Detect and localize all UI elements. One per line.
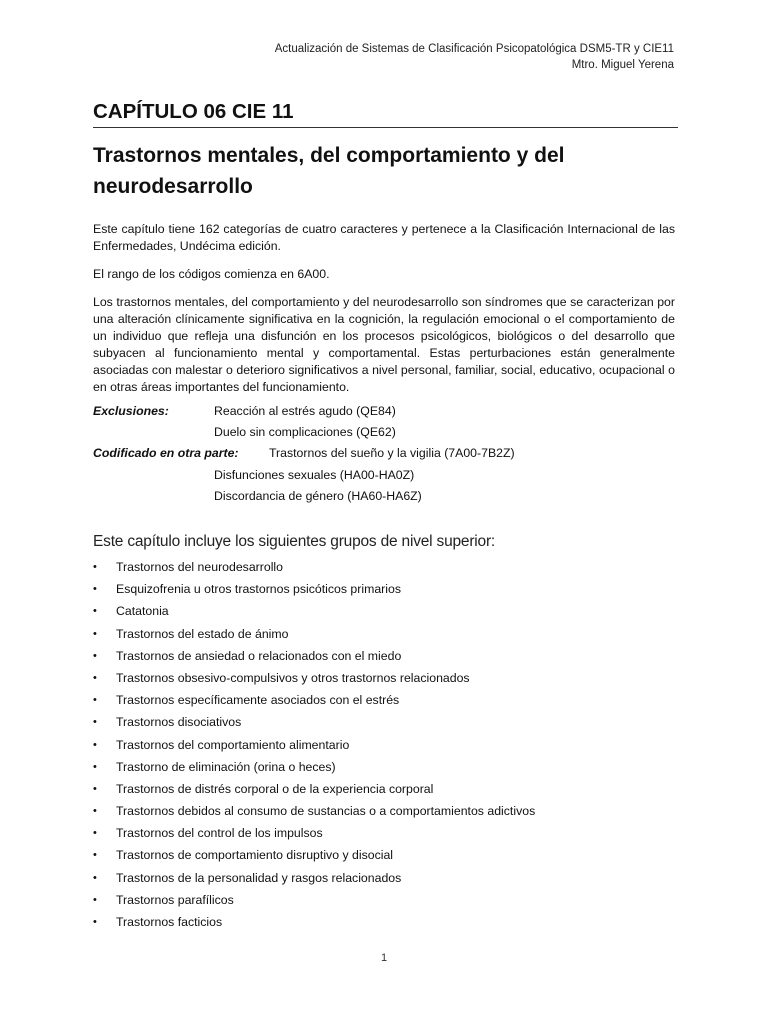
list-item <box>93 734 535 756</box>
group-label: Trastornos del control de los impulsos <box>116 826 323 841</box>
coded-elsewhere-item: Discordancia de género (HA60-HA6Z) <box>214 489 422 503</box>
bullet-icon: • <box>93 760 97 773</box>
bullet-icon: • <box>93 871 97 884</box>
bullet-icon: • <box>93 583 97 596</box>
group-label: Trastornos debidos al consumo de sustancias o a comportamientos adictivos <box>116 804 536 819</box>
bullet-icon: • <box>93 561 97 573</box>
intro-paragraph: Este capítulo tiene 162 categorías de cuatro caracteres y pertenece a la Clasificación Internacional de las Enfermedades, Undécima edición. <box>93 222 675 253</box>
list-item <box>93 844 535 866</box>
code-range-paragraph: El rango de los códigos comienza en 6A00. <box>93 267 330 281</box>
group-label: Catatonia <box>116 604 169 619</box>
bullet-icon: • <box>93 805 97 818</box>
header-course-title: Actualización de Sistemas de Clasificación Psicopatológica DSM5-TR y CIE11 <box>274 43 674 55</box>
group-label: Trastorno de eliminación (orina o heces) <box>116 759 336 774</box>
list-item <box>93 600 535 622</box>
coded-elsewhere-item: Trastornos del sueño y la vigilia (7A00-7B2Z) <box>269 446 515 460</box>
list-item <box>93 889 535 911</box>
running-header <box>275 41 674 73</box>
group-label: Trastornos específicamente asociados con el estrés <box>116 693 400 708</box>
bullet-icon: • <box>93 649 97 662</box>
bullet-icon: • <box>93 893 97 906</box>
list-item <box>93 623 535 645</box>
definition-paragraph: Los trastornos mentales, del comportamiento y del neurodesarrollo son síndromes que se caracterizan por una alteración clínicamente significativa en la cognición, la regulación emocional o el comportamiento de un individuo que refleja una disfunción en los procesos psicológicos, biológicos o del desarrollo que subyacen al funcionamiento mental y comportamental. Estas perturbaciones están generalmente asociadas con malestar o deterioro significativos a nivel personal, familiar, social, educativo, ocupacional o en otras áreas importantes del funcionamiento. <box>93 295 675 394</box>
list-item <box>93 800 535 822</box>
bullet-icon: • <box>93 716 97 729</box>
groups-intro: Este capítulo incluye los siguientes grupos de nivel superior: <box>93 533 496 550</box>
list-item <box>93 778 535 800</box>
bullet-icon: • <box>93 671 97 684</box>
group-label: Trastornos obsesivo-compulsivos y otros trastornos relacionados <box>116 670 470 685</box>
coded-elsewhere-item: Disfunciones sexuales (HA00-HA0Z) <box>214 468 415 482</box>
group-label: Trastornos de la personalidad y rasgos relacionados <box>116 870 402 885</box>
group-label: Trastornos del comportamiento alimentario <box>116 737 350 752</box>
list-item <box>93 667 535 689</box>
chapter-heading: CAPÍTULO 06 CIE 11 <box>93 100 678 128</box>
chapter-title: Trastornos mentales, del comportamiento y del neurodesarrollo <box>93 144 565 198</box>
list-item <box>93 756 535 778</box>
bullet-icon: • <box>93 738 97 751</box>
list-item <box>93 689 535 711</box>
exclusions-label: Exclusiones: <box>93 404 169 418</box>
group-label: Trastornos facticios <box>116 915 223 929</box>
list-item <box>93 911 535 933</box>
list-item <box>93 645 535 667</box>
list-item <box>93 578 535 600</box>
group-label: Trastornos del estado de ánimo <box>116 626 289 641</box>
list-item <box>93 867 535 889</box>
page-number: 1 <box>380 952 388 964</box>
groups-list <box>93 556 535 933</box>
coded-elsewhere-row <box>93 445 515 462</box>
bullet-icon: • <box>93 694 97 707</box>
exclusion-item: Reacción al estrés agudo (QE84) <box>214 404 396 418</box>
group-label: Trastornos disociativos <box>116 715 242 730</box>
header-author: Mtro. Miguel Yerena <box>571 59 674 71</box>
list-item <box>93 822 535 844</box>
group-label: Trastornos del neurodesarrollo <box>116 560 284 574</box>
group-label: Esquizofrenia u otros trastornos psicóticos primarios <box>116 582 401 597</box>
group-label: Trastornos de distrés corporal o de la experiencia corporal <box>116 781 434 796</box>
bullet-icon: • <box>93 627 97 640</box>
bullet-icon: • <box>93 605 97 618</box>
list-item <box>93 556 535 578</box>
group-label: Trastornos parafílicos <box>116 892 234 907</box>
exclusion-item: Duelo sin complicaciones (QE62) <box>214 425 396 439</box>
coded-elsewhere-label: Codificado en otra parte: <box>93 446 239 460</box>
bullet-icon: • <box>93 827 97 840</box>
group-label: Trastornos de comportamiento disruptivo y disocial <box>116 848 394 863</box>
bullet-icon: • <box>93 916 97 928</box>
bullet-icon: • <box>93 782 97 795</box>
exclusions-row <box>93 403 396 420</box>
group-label: Trastornos de ansiedad o relacionados con el miedo <box>116 648 402 663</box>
list-item <box>93 711 535 733</box>
bullet-icon: • <box>93 849 97 862</box>
